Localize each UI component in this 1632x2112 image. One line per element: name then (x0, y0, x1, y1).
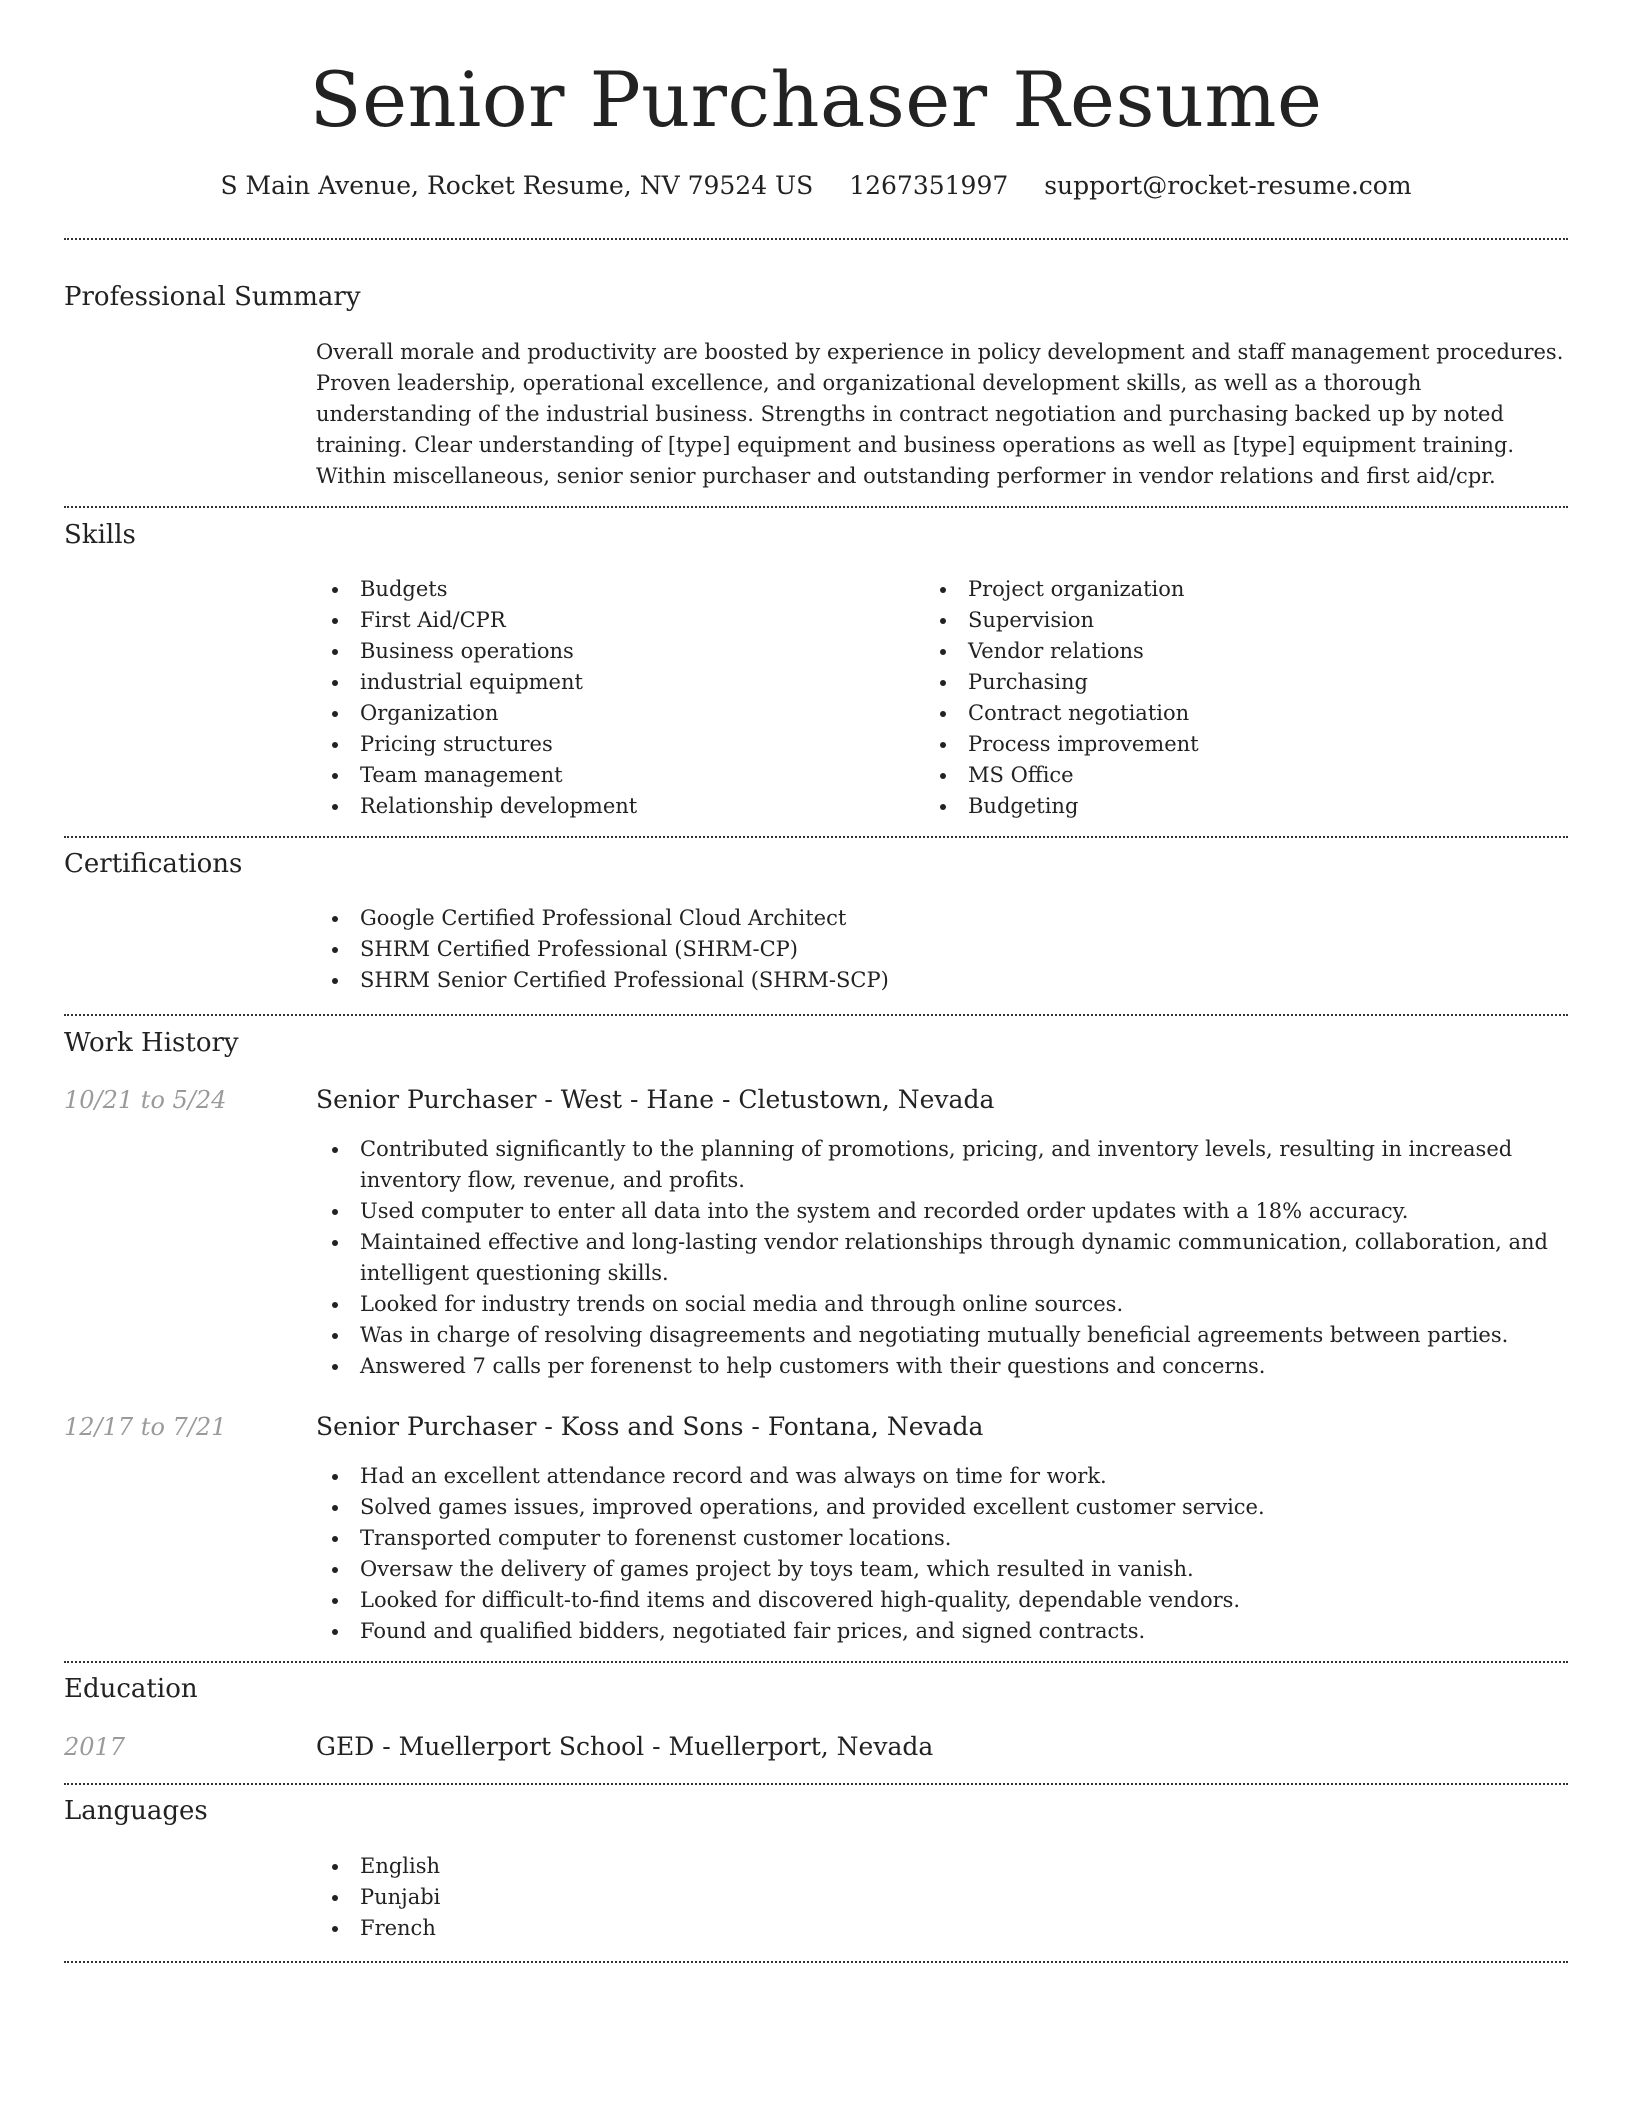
skill-item: Contract negotiation (924, 698, 1524, 729)
section-heading-summary: Professional Summary (64, 282, 361, 312)
job-bullets (316, 1461, 1568, 1647)
resume-title: Senior Purchaser Resume (309, 55, 1323, 144)
job-bullet: Contributed significantly to the planning of promotions, pricing, and inventory levels, resulting in increased inventory flow, revenue, and profits. (316, 1134, 1568, 1196)
divider (64, 1014, 1568, 1016)
address: S Main Avenue, Rocket Resume, NV 79524 US (220, 171, 814, 200)
language-item: English (316, 1851, 916, 1882)
job-bullet: Had an excellent attendance record and was always on time for work. (316, 1461, 1568, 1492)
divider (64, 836, 1568, 838)
language-item: Punjabi (316, 1882, 916, 1913)
section-heading-skills: Skills (64, 520, 136, 550)
job-dates: 10/21 to 5/24 (64, 1086, 227, 1114)
skill-item: Process improvement (924, 729, 1524, 760)
divider (64, 1961, 1568, 1963)
summary-text: Overall morale and productivity are boosted by experience in policy development and staff management procedures. Proven leadership, operational excellence, and organizational development skills, as well as a thorough understanding of the industrial business. Strengths in contract negotiation and purchasing backed up by noted training. Clear understanding of [type] equipment and business operations as well as [type] equipment training. Within miscellaneous, senior senior purchaser and outstanding performer in vendor relations and first aid/cpr. (316, 340, 1564, 488)
divider (64, 238, 1568, 240)
contact-line (0, 170, 1632, 202)
section-heading-education: Education (64, 1674, 198, 1704)
skill-item: Organization (316, 698, 916, 729)
languages-list (316, 1851, 916, 1944)
skill-item: Budgeting (924, 791, 1524, 822)
certification-item: SHRM Senior Certified Professional (SHRM-SCP) (316, 965, 1516, 996)
skill-item: Project organization (924, 574, 1524, 605)
section-heading-certifications: Certifications (64, 849, 243, 879)
language-item: French (316, 1913, 916, 1944)
job-bullet: Oversaw the delivery of games project by toys team, which resulted in vanish. (316, 1554, 1568, 1585)
email: support@rocket-resume.com (1044, 171, 1412, 200)
job-bullet: Solved games issues, improved operations, and provided excellent customer service. (316, 1492, 1568, 1523)
skill-item: Purchasing (924, 667, 1524, 698)
divider (64, 1783, 1568, 1785)
skill-item: Team management (316, 760, 916, 791)
job-bullet: Found and qualified bidders, negotiated fair prices, and signed contracts. (316, 1616, 1568, 1647)
skill-item: Vendor relations (924, 636, 1524, 667)
skills-list-right (924, 574, 1524, 822)
skill-item: Budgets (316, 574, 916, 605)
certifications-list (316, 903, 1516, 996)
job-bullet: Answered 7 calls per forenenst to help customers with their questions and concerns. (316, 1351, 1568, 1382)
divider (64, 506, 1568, 508)
job-bullets (316, 1134, 1568, 1382)
job-bullet: Maintained effective and long-lasting vendor relationships through dynamic communication, collaboration, and intelligent questioning skills. (316, 1227, 1568, 1289)
education-degree: GED - Muellerport School - Muellerport, Nevada (316, 1732, 934, 1761)
skill-item: industrial equipment (316, 667, 916, 698)
skill-item: MS Office (924, 760, 1524, 791)
skill-item: Relationship development (316, 791, 916, 822)
job-bullet: Looked for industry trends on social media and through online sources. (316, 1289, 1568, 1320)
job-title: Senior Purchaser - West - Hane - Cletustown, Nevada (316, 1085, 995, 1114)
skill-item: Supervision (924, 605, 1524, 636)
job-bullet: Looked for difficult-to-find items and discovered high-quality, dependable vendors. (316, 1585, 1568, 1616)
job-bullet: Used computer to enter all data into the system and recorded order updates with a 18% accuracy. (316, 1196, 1568, 1227)
phone: 1267351997 (849, 171, 1009, 200)
skill-item: Business operations (316, 636, 916, 667)
certification-item: SHRM Certified Professional (SHRM-CP) (316, 934, 1516, 965)
job-dates: 12/17 to 7/21 (64, 1413, 227, 1441)
job-bullet: Transported computer to forenenst customer locations. (316, 1523, 1568, 1554)
certification-item: Google Certified Professional Cloud Architect (316, 903, 1516, 934)
job-bullet: Was in charge of resolving disagreements and negotiating mutually beneficial agreements between parties. (316, 1320, 1568, 1351)
section-heading-languages: Languages (64, 1796, 208, 1826)
divider (64, 1661, 1568, 1663)
skills-list-left (316, 574, 916, 822)
job-title: Senior Purchaser - Koss and Sons - Fontana, Nevada (316, 1412, 984, 1441)
skill-item: First Aid/CPR (316, 605, 916, 636)
section-heading-work-history: Work History (64, 1028, 239, 1058)
skill-item: Pricing structures (316, 729, 916, 760)
education-year: 2017 (64, 1733, 126, 1761)
